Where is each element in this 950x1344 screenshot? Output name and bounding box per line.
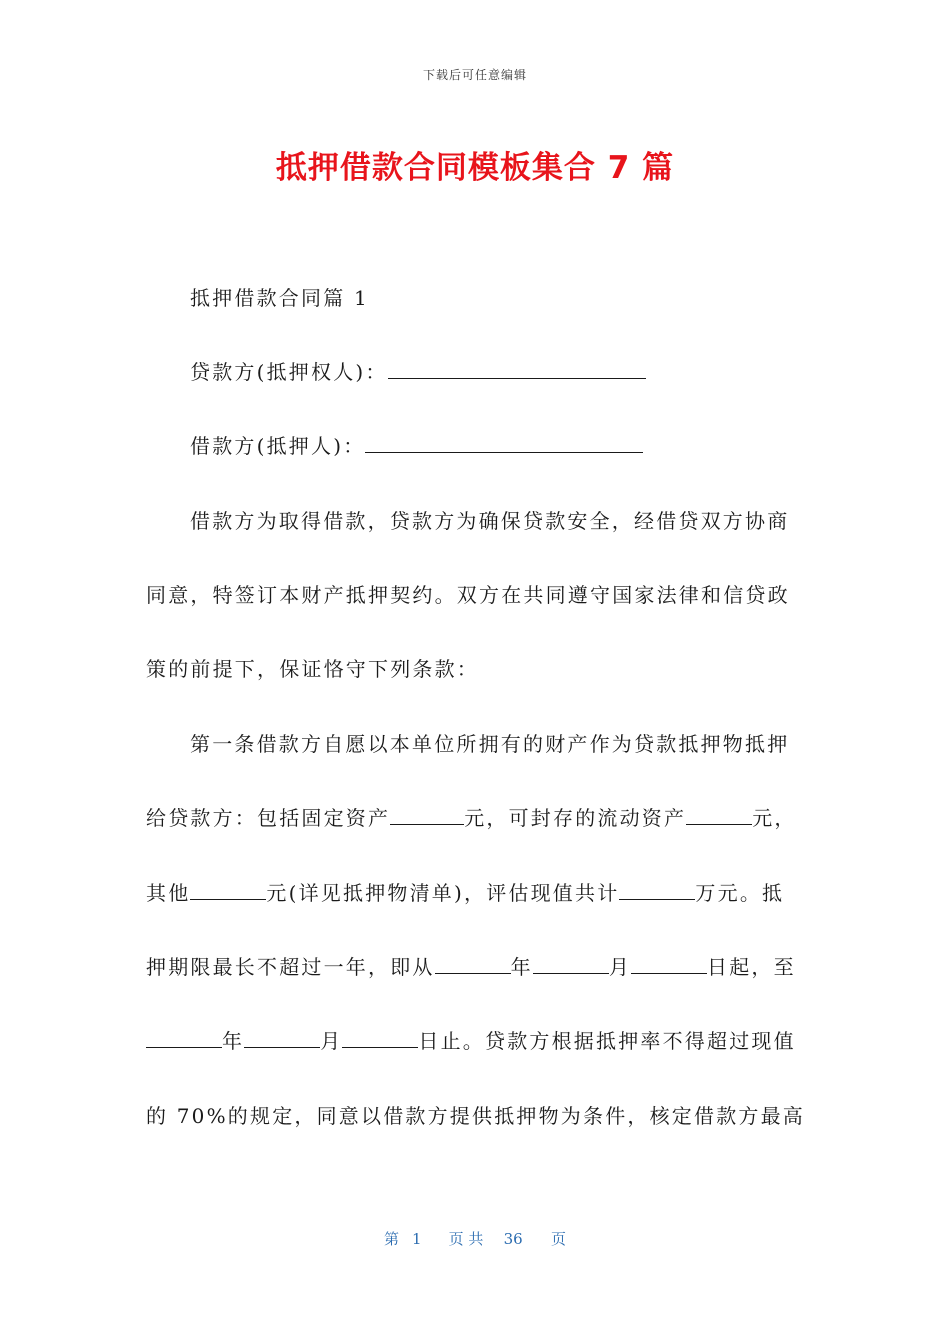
footer-page-number: 1 [412, 1230, 422, 1248]
section-heading: 抵押借款合同篇 1 [190, 286, 369, 310]
article1-line3-part-a: 其他 [146, 881, 191, 905]
footer-page-suffix: 页 [550, 1230, 566, 1248]
end-year-blank [146, 1027, 222, 1048]
article1-line4-part-d: 日起，至 [707, 955, 796, 979]
article1-line2-part-a: 给贷款方：包括固定资产 [146, 806, 391, 830]
other-assets-blank [190, 879, 266, 900]
article1-line3 [146, 879, 784, 907]
footer-page-prefix: 第 [384, 1230, 400, 1248]
article1-line4-part-a: 押期限最长不超过一年，即从 [146, 955, 435, 979]
start-month-blank [533, 953, 609, 974]
article1-line3-part-b: 元(详见抵押物清单)，评估现值共计 [266, 881, 620, 905]
article1-line5 [146, 1027, 796, 1055]
article1-line6: 的 70%的规定，同意以借款方提供抵押物为条件，核定借款方最高 [146, 1104, 806, 1128]
article1-line4-year: 年 [510, 955, 533, 979]
start-day-blank [631, 953, 707, 974]
footer-page-middle: 页 共 [448, 1230, 484, 1248]
article1-line2 [146, 804, 797, 832]
article1-line1: 第一条借款方自愿以本单位所拥有的财产作为贷款抵押物抵押 [190, 732, 790, 756]
borrower-label: 借款方(抵押人)： [190, 434, 366, 458]
valuation-blank [619, 879, 695, 900]
footer-total-pages: 36 [503, 1230, 523, 1248]
current-assets-blank [686, 804, 752, 825]
borrower-blank [365, 432, 643, 453]
article1-line2-part-c: 元， [752, 806, 797, 830]
header-note: 下载后可任意编辑 [422, 68, 527, 82]
article1-line2-part-b: 元，可封存的流动资产 [464, 806, 687, 830]
end-day-blank [342, 1027, 418, 1048]
lender-blank [388, 358, 646, 379]
article1-line4 [146, 953, 796, 981]
fixed-assets-blank [390, 804, 464, 825]
lender-label: 贷款方(抵押权人)： [190, 360, 388, 384]
borrower-line [190, 432, 643, 460]
start-year-blank [435, 953, 511, 974]
lender-line [190, 358, 646, 386]
para1-line2: 同意，特签订本财产抵押契约。双方在共同遵守国家法律和信贷政 [146, 583, 790, 607]
article1-line4-month: 月 [608, 955, 632, 979]
para1-line1: 借款方为取得借款，贷款方为确保贷款安全，经借贷双方协商 [190, 509, 790, 533]
document-title: 抵押借款合同模板集合 7 篇 [275, 150, 675, 186]
para1-line3: 策的前提下，保证恪守下列条款： [146, 657, 479, 681]
article1-line5-part-c: 日止。贷款方根据抵押率不得超过现值 [418, 1029, 796, 1053]
end-month-blank [244, 1027, 320, 1048]
page-footer [0, 1228, 950, 1249]
article1-line3-part-c: 万元。抵 [695, 881, 785, 905]
article1-line5-month: 月 [320, 1029, 343, 1053]
article1-line5-year: 年 [222, 1029, 245, 1053]
